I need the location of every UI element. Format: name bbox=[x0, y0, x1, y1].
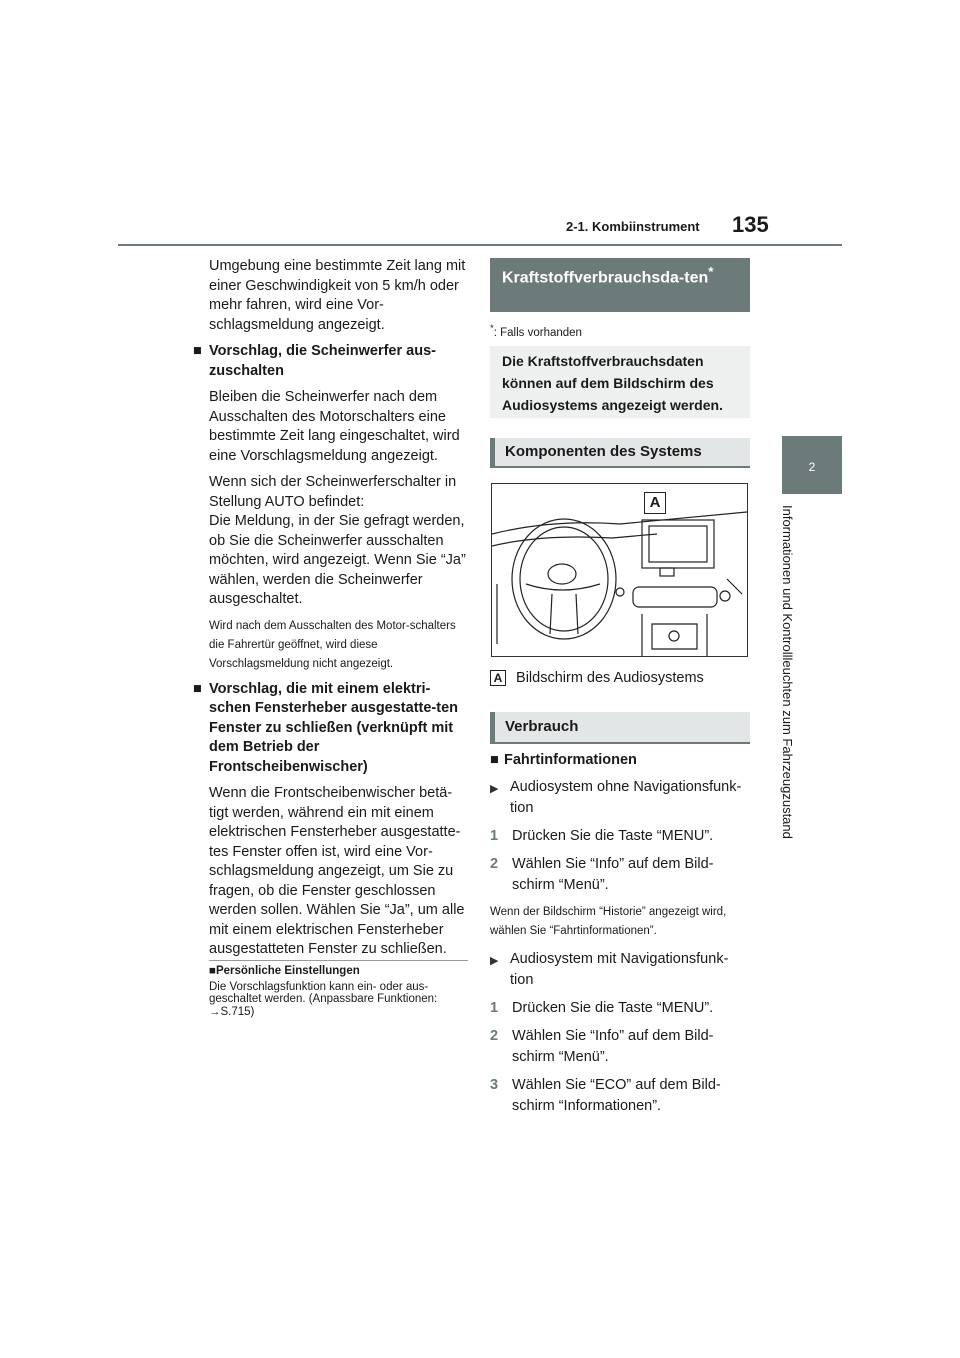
paragraph: Bleiben die Scheinwerfer nach dem Ausschalten des Motorschalters eine bestimmte Zeit lang eingeschaltet, wird eine Vorschlagsmeldung angezeigt. bbox=[209, 389, 460, 464]
list-item: 1 Drücken Sie die Taste “MENU”. bbox=[490, 828, 714, 844]
chapter-tab bbox=[782, 436, 842, 494]
banner-components: Komponenten des Systems bbox=[490, 438, 750, 468]
list-item: 2 Wählen Sie “Info” auf dem Bild-schirm “Menü”. bbox=[490, 856, 714, 893]
list-item: ▶ Audiosystem ohne Navigationsfunk-tion bbox=[490, 777, 750, 819]
note: Wenn der Bildschirm “Historie” angezeigt wird, wählen Sie “Fahrtinformationen”. bbox=[490, 906, 727, 937]
list-item: 3 Wählen Sie “ECO” auf dem Bild-schirm “Informationen”. bbox=[490, 1077, 721, 1114]
chapter-title: Informationen und Kontrollleuchten zum Fahrzeugzustand bbox=[780, 505, 795, 839]
figure-callout-a: A bbox=[644, 492, 666, 514]
banner-consumption: Verbrauch bbox=[490, 712, 750, 744]
header-divider bbox=[118, 244, 842, 246]
separator bbox=[209, 960, 468, 961]
square-bullet-icon: ■ bbox=[193, 680, 202, 697]
chapter-number: 2 bbox=[808, 460, 816, 474]
subheading: ■ Vorschlag, die mit einem elektri-schen Fensterheber ausgestatte-ten Fenster zu schließen (verknüpft mit dem Betrieb der Frontscheibenwischer) bbox=[193, 680, 469, 778]
intro-box: Die Kraftstoffverbrauchsdaten können auf dem Bildschirm des Audiosystems angezeigt werden. bbox=[490, 346, 750, 418]
subheading: ■ Vorschlag, die Scheinwerfer aus-zuschalten bbox=[193, 342, 469, 381]
triangle-bullet-icon: ▶ bbox=[490, 955, 499, 967]
list-item: ▶ Audiosystem mit Navigationsfunk-tion bbox=[490, 949, 750, 991]
square-bullet-icon: ■ bbox=[209, 965, 216, 977]
paragraph: Wenn die Frontscheibenwischer betä-tigt werden, während ein mit einem elektrischen Fensterheber ausgestatte-tes Fenster offen ist, wird eine Vor-schlagsmeldung angezeigt, um Sie zu fragen, ob die Fenster geschlossen werden sollen. Wählen Sie “Ja”, um alle mit einem elektrischen Fensterheber ausgestatteten Fenster zu schließen. bbox=[209, 785, 465, 957]
personal-settings-note: ■Persönliche Einstellungen Die Vorschlagsfunktion kann ein- oder aus-geschaltet werden. (Anpassbare Funktionen: →S.715) bbox=[209, 965, 438, 1018]
consumption-instructions bbox=[490, 750, 750, 1124]
paragraph: Wenn sich der Scheinwerferschalter in Stellung AUTO befindet: Die Meldung, in der Sie gefragt werden, ob Sie die Scheinwerfer ausschalten möchten, wird angezeigt. Wenn Sie “Ja” wählen, werden die Scheinwerfer ausgeschaltet. bbox=[209, 474, 466, 607]
dashboard-illustration-icon bbox=[492, 484, 747, 656]
paragraph: Umgebung eine bestimmte Zeit lang mit einer Geschwindigkeit von 5 km/h oder mehr fahren, wird eine Vor-schlagsmeldung angezeigt. bbox=[209, 258, 466, 333]
square-bullet-icon: ■ bbox=[193, 343, 202, 359]
footnote: *: Falls vorhanden bbox=[490, 323, 582, 339]
left-column bbox=[193, 257, 469, 967]
figure-caption: A Bildschirm des Audiosystems bbox=[490, 668, 750, 689]
banner-fuel-data: Kraftstoffverbrauchsda-ten* bbox=[490, 258, 750, 312]
section-title: 2-1. Kombiinstrument bbox=[566, 219, 700, 234]
triangle-bullet-icon: ▶ bbox=[490, 783, 499, 795]
subheading: ■ Fahrtinformationen bbox=[490, 750, 750, 771]
dashboard-figure bbox=[491, 483, 748, 657]
list-item: 1 Drücken Sie die Taste “MENU”. bbox=[490, 1000, 714, 1016]
note: Wird nach dem Ausschalten des Motor-schalters die Fahrertür geöffnet, wird diese Vorschlagsmeldung nicht angezeigt. bbox=[209, 619, 456, 670]
list-item: 2 Wählen Sie “Info” auf dem Bild-schirm “Menü”. bbox=[490, 1028, 714, 1065]
page-number: 135 bbox=[732, 212, 769, 237]
square-bullet-icon: ■ bbox=[490, 752, 499, 768]
caption-label-box: A bbox=[490, 670, 506, 686]
chapter-title-vertical bbox=[760, 505, 820, 855]
